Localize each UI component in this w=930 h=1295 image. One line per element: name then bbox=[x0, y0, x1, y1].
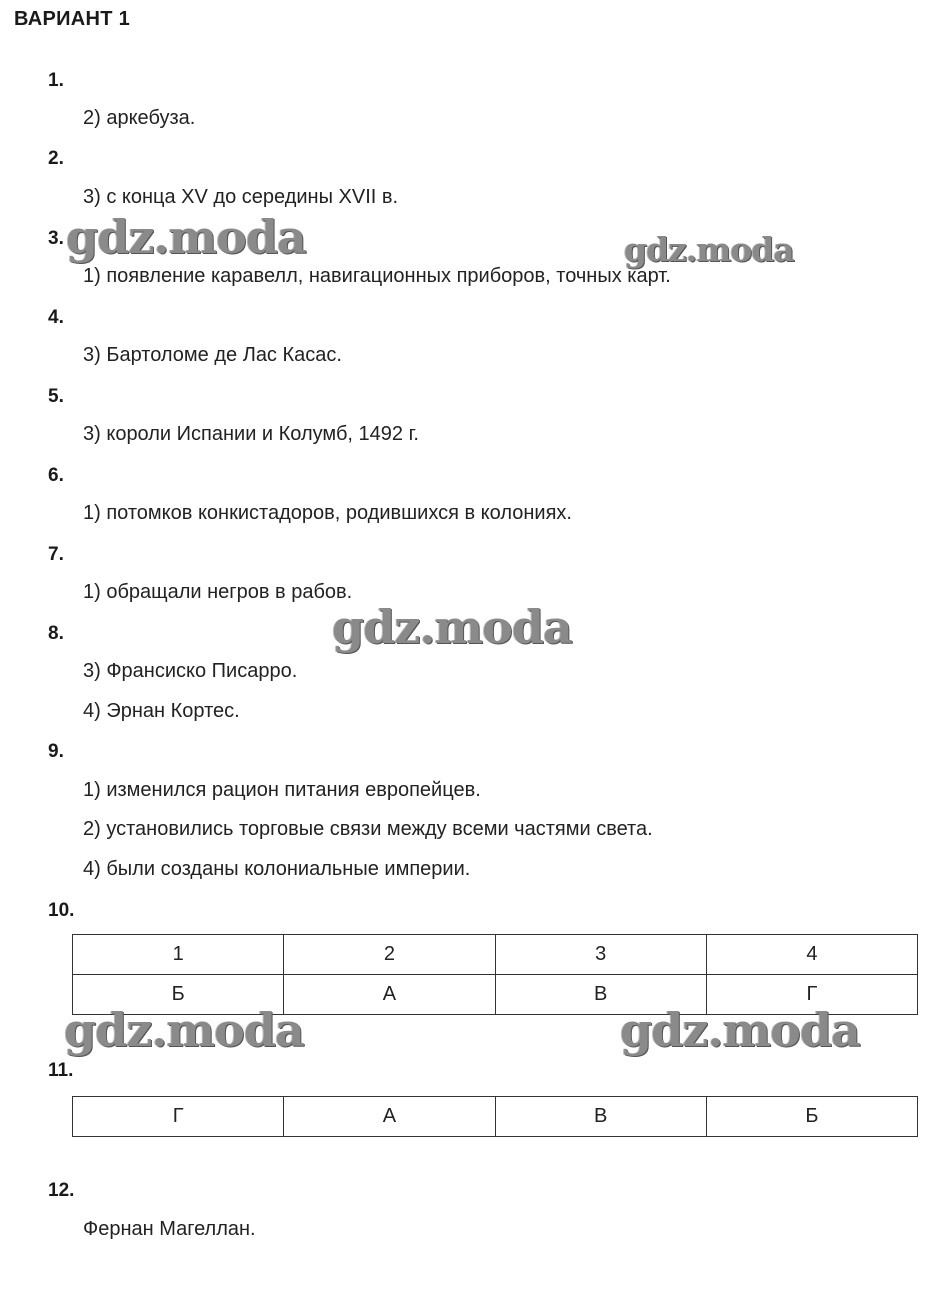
table-row bbox=[73, 1097, 918, 1137]
table-row bbox=[73, 935, 918, 975]
answer-table-11 bbox=[72, 1096, 918, 1137]
question-number: 2. bbox=[48, 148, 64, 169]
question-number: 1. bbox=[48, 70, 64, 91]
question-number: 12. bbox=[48, 1180, 75, 1201]
answer-text: 4) были созданы колониальные империи. bbox=[83, 858, 471, 880]
question-number: 6. bbox=[48, 465, 64, 486]
question-number: 7. bbox=[48, 544, 64, 565]
table-cell: 4 bbox=[706, 935, 917, 975]
table-cell: 2 bbox=[284, 935, 495, 975]
watermark: gdz.moda bbox=[66, 210, 306, 264]
answer-text: 1) потомков конкистадоров, родившихся в колониях. bbox=[83, 502, 572, 524]
answer-text: 1) изменился рацион питания европейцев. bbox=[83, 779, 481, 801]
answer-text: Фернан Магеллан. bbox=[83, 1218, 256, 1240]
answer-text: 2) аркебуза. bbox=[83, 107, 196, 129]
watermark: gdz.moda bbox=[64, 1003, 304, 1057]
question-number: 11. bbox=[48, 1060, 74, 1081]
question-number: 9. bbox=[48, 741, 64, 762]
answer-text: 3) с конца XV до середины XVII в. bbox=[83, 186, 399, 208]
answer-text: 3) Бартоломе де Лас Касас. bbox=[83, 344, 342, 366]
table-cell: Б bbox=[706, 1097, 917, 1137]
question-number: 4. bbox=[48, 307, 64, 328]
watermark: gdz.moda bbox=[624, 230, 794, 269]
table-cell: Г bbox=[706, 975, 917, 1015]
answer-text: 2) установились торговые связи между всеми частями света. bbox=[83, 818, 653, 840]
watermark: gdz.moda bbox=[332, 600, 572, 654]
table-cell: 1 bbox=[73, 935, 284, 975]
answer-text: 1) обращали негров в рабов. bbox=[83, 581, 353, 603]
table-cell: Г bbox=[73, 1097, 284, 1137]
question-number: 8. bbox=[48, 623, 64, 644]
question-number: 5. bbox=[48, 386, 64, 407]
table-cell: Б bbox=[73, 975, 284, 1015]
page-title: ВАРИАНТ 1 bbox=[14, 8, 131, 30]
table-cell: А bbox=[284, 1097, 495, 1137]
answer-text: 3) Франсиско Писарро. bbox=[83, 660, 298, 682]
table-cell: А bbox=[284, 975, 495, 1015]
watermark: gdz.moda bbox=[620, 1003, 860, 1057]
table-cell: 3 bbox=[495, 935, 706, 975]
answer-text: 1) появление каравелл, навигационных приборов, точных карт. bbox=[83, 265, 671, 287]
answer-text: 4) Эрнан Кортес. bbox=[83, 700, 240, 722]
question-number: 3. bbox=[48, 228, 64, 249]
question-number: 10. bbox=[48, 900, 75, 921]
table-cell: В bbox=[495, 1097, 706, 1137]
table-cell: В bbox=[495, 975, 706, 1015]
answer-text: 3) короли Испании и Колумб, 1492 г. bbox=[83, 423, 419, 445]
